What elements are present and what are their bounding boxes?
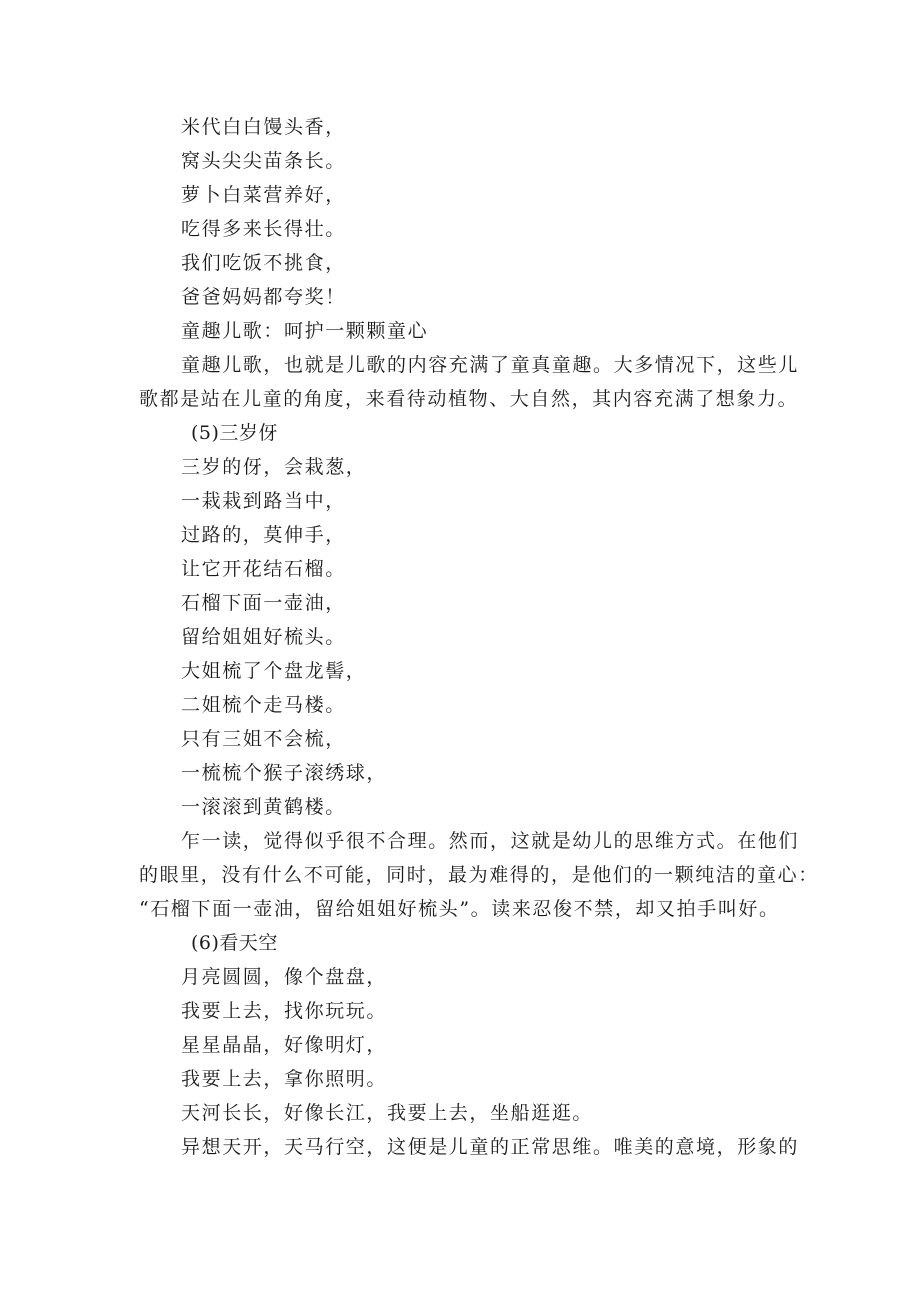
text-line: 我要上去，找你玩玩。 [181, 1000, 388, 1022]
text-line: 一滚滚到黄鹤楼。 [181, 796, 346, 818]
text-line: 只有三姐不会梳， [181, 728, 346, 750]
text-line: 三岁的伢，会栽葱， [181, 456, 367, 478]
text-line: 我要上去，拿你照明。 [181, 1068, 388, 1090]
text-line: 乍一读，觉得似乎很不合理。然而，这就是幼儿的思维方式。在他们 [181, 830, 800, 852]
text-line: 过路的，莫伸手， [181, 524, 346, 546]
section-heading: (5)三岁伢 [191, 422, 278, 444]
text-line: 我们吃饭不挑食， [181, 252, 346, 274]
text-line: 吃得多来长得壮。 [181, 218, 346, 240]
text-line: 窝头尖尖苗条长。 [181, 150, 346, 172]
text-line: 异想天开，天马行空，这便是儿童的正常思维。唯美的意境，形象的 [181, 1136, 800, 1158]
text-line: 米代白白馒头香， [181, 116, 346, 138]
text-line: 二姐梳个走马楼。 [181, 694, 346, 716]
text-line: 童趣儿歌，也就是儿歌的内容充满了童真童趣。大多情况下，这些儿 [181, 354, 800, 376]
text-line: 一梳梳个猴子滚绣球， [181, 762, 388, 784]
text-line: 大姐梳了个盘龙髻， [181, 660, 367, 682]
document-body [139, 110, 819, 1164]
text-line: 星星晶晶，好像明灯， [181, 1034, 388, 1056]
text-line: 的眼里，没有什么不可能，同时，最为难得的，是他们的一颗纯洁的童心： [139, 864, 819, 886]
text-line: “石榴下面一壶油，留给姐姐好梳头”。读来忍俊不禁，却又拍手叫好。 [139, 898, 780, 920]
text-line: 天河长长，好像长江，我要上去，坐船逛逛。 [181, 1102, 594, 1124]
text-line: 一栽栽到路当中， [181, 490, 346, 512]
text-line: 爸爸妈妈都夸奖！ [181, 286, 346, 308]
section-heading: (6)看天空 [191, 932, 278, 954]
text-line: 月亮圆圆，像个盘盘， [181, 966, 388, 988]
text-line: 歌都是站在儿童的角度，来看待动植物、大自然，其内容充满了想象力。 [139, 388, 799, 410]
text-line: 留给姐姐好梳头。 [181, 626, 346, 648]
text-line: 让它开花结石榴。 [181, 558, 346, 580]
text-line: 石榴下面一壶油， [181, 592, 346, 614]
text-line: 萝卜白菜营养好， [181, 184, 346, 206]
text-line: 童趣儿歌：呵护一颗颗童心 [181, 320, 429, 342]
